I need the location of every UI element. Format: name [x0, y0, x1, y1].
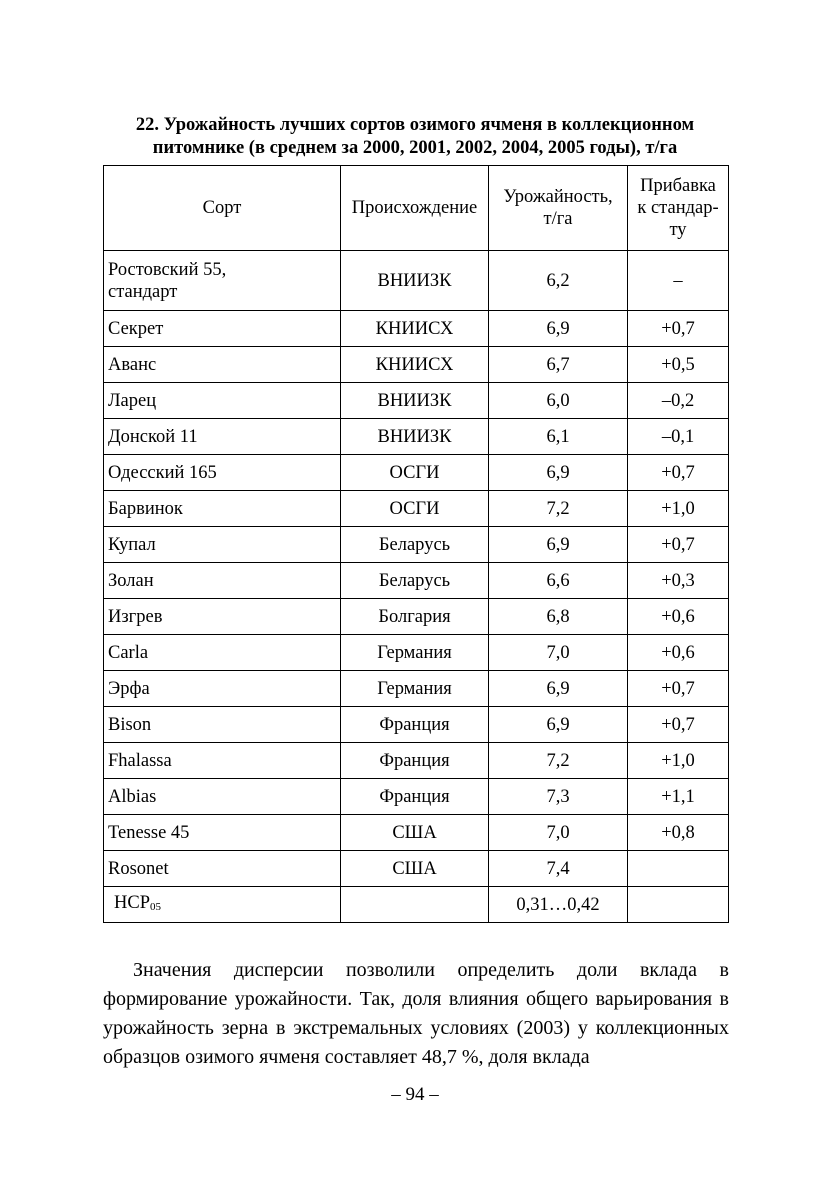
- cell-yield: 7,3: [489, 779, 628, 815]
- table-header-row: [104, 166, 729, 251]
- cell-yield: 6,1: [489, 419, 628, 455]
- caption-line-2: питомнике (в среднем за 2000, 2001, 2002, 2004, 2005 годы), т/га: [152, 138, 678, 158]
- cell-gain: +1,0: [628, 743, 729, 779]
- table-row: [104, 491, 729, 527]
- cell-variety: Tenesse 45: [104, 815, 341, 851]
- cell-variety: Эрфа: [104, 671, 341, 707]
- cell-variety: Донской 11: [104, 419, 341, 455]
- cell-yield: 7,0: [489, 815, 628, 851]
- cell-yield: 6,0: [489, 383, 628, 419]
- cell-yield: 6,9: [489, 671, 628, 707]
- cell-variety: Rosonet: [104, 851, 341, 887]
- caption-line-1: 22. Урожайность лучших сортов озимого ячменя в коллекционном: [135, 115, 695, 135]
- cell-variety: Bison: [104, 707, 341, 743]
- cell-variety: Изгрев: [104, 599, 341, 635]
- variety-line-1: Ростовский 55,: [108, 259, 227, 280]
- page-number: – 94 –: [391, 1084, 439, 1105]
- cell-origin: Беларусь: [341, 527, 489, 563]
- cell-origin: ОСГИ: [341, 455, 489, 491]
- cell-variety: Ларец: [104, 383, 341, 419]
- cell-variety: Барвинок: [104, 491, 341, 527]
- header-yield: [489, 166, 628, 251]
- cell-yield: 7,0: [489, 635, 628, 671]
- cell-gain: +0,7: [628, 671, 729, 707]
- cell-variety: Fhalassa: [104, 743, 341, 779]
- cell-origin: Германия: [341, 671, 489, 707]
- table-row: [104, 527, 729, 563]
- cell-yield: 6,9: [489, 455, 628, 491]
- cell-yield: 7,4: [489, 851, 628, 887]
- cell-gain: +0,7: [628, 311, 729, 347]
- table-row: [104, 383, 729, 419]
- table-row: [104, 815, 729, 851]
- cell-gain: +0,6: [628, 599, 729, 635]
- yield-table: [103, 165, 729, 923]
- cell-origin: [341, 887, 489, 923]
- table-row: [104, 251, 729, 311]
- cell-gain: +0,3: [628, 563, 729, 599]
- cell-variety: [104, 251, 341, 311]
- cell-variety: Купал: [104, 527, 341, 563]
- cell-yield: 6,7: [489, 347, 628, 383]
- cell-origin: ВНИИЗК: [341, 419, 489, 455]
- cell-variety: Аванс: [104, 347, 341, 383]
- cell-gain: +0,7: [628, 527, 729, 563]
- table-row: [104, 851, 729, 887]
- cell-origin: Франция: [341, 779, 489, 815]
- header-gain: [628, 166, 729, 251]
- cell-yield: 6,2: [489, 251, 628, 311]
- table-row: [104, 347, 729, 383]
- header-gain-line-2: к стандар-: [637, 198, 719, 218]
- cell-gain: +0,8: [628, 815, 729, 851]
- lsd-row: [104, 887, 729, 923]
- table-row: [104, 635, 729, 671]
- cell-origin: ВНИИЗК: [341, 383, 489, 419]
- table-row: [104, 455, 729, 491]
- header-yield-line-1: Урожайность,: [503, 187, 613, 207]
- header-yield-line-2: т/га: [543, 209, 573, 229]
- cell-origin: Беларусь: [341, 563, 489, 599]
- cell-origin: Франция: [341, 707, 489, 743]
- body-paragraph: Значения дисперсии позволили определить доли вклада в формирование урожайности. Так, доля влияния общего варьирования в урожайность зерна в экстремальных условиях (2003) у коллекционных образцов озимого ячменя составляет 48,7 %, доля вклада: [103, 959, 729, 1068]
- header-variety: Сорт: [104, 166, 341, 251]
- table-row: [104, 707, 729, 743]
- lsd-label: НСР: [114, 892, 150, 913]
- table-row: [104, 743, 729, 779]
- cell-variety: Одесский 165: [104, 455, 341, 491]
- cell-gain: –0,2: [628, 383, 729, 419]
- cell-origin: ОСГИ: [341, 491, 489, 527]
- table-row: [104, 671, 729, 707]
- header-origin: Происхождение: [341, 166, 489, 251]
- cell-variety: Золан: [104, 563, 341, 599]
- header-gain-line-1: Прибавка: [640, 176, 716, 196]
- cell-origin: Франция: [341, 743, 489, 779]
- cell-yield: 6,8: [489, 599, 628, 635]
- table-row: [104, 779, 729, 815]
- cell-yield: 7,2: [489, 491, 628, 527]
- cell-gain: +0,7: [628, 455, 729, 491]
- cell-gain: [628, 851, 729, 887]
- cell-origin: США: [341, 851, 489, 887]
- table-caption: [100, 114, 730, 160]
- table-row: [104, 419, 729, 455]
- cell-gain: +0,6: [628, 635, 729, 671]
- cell-yield: 6,6: [489, 563, 628, 599]
- cell-gain: [628, 887, 729, 923]
- table-row: [104, 311, 729, 347]
- table-row: [104, 599, 729, 635]
- cell-variety: Albias: [104, 779, 341, 815]
- cell-lsd-yield: 0,31…0,42: [489, 887, 628, 923]
- cell-origin: ВНИИЗК: [341, 251, 489, 311]
- cell-gain: +1,0: [628, 491, 729, 527]
- cell-yield: 7,2: [489, 743, 628, 779]
- cell-yield: 6,9: [489, 311, 628, 347]
- cell-origin: Болгария: [341, 599, 489, 635]
- lsd-subscript: 05: [150, 900, 161, 913]
- cell-yield: 6,9: [489, 527, 628, 563]
- cell-lsd-label: [104, 887, 341, 923]
- cell-gain: +0,7: [628, 707, 729, 743]
- cell-origin: США: [341, 815, 489, 851]
- cell-gain: –: [628, 251, 729, 311]
- cell-origin: КНИИСХ: [341, 347, 489, 383]
- table-row: [104, 563, 729, 599]
- cell-gain: +0,5: [628, 347, 729, 383]
- cell-variety: Секрет: [104, 311, 341, 347]
- cell-gain: +1,1: [628, 779, 729, 815]
- cell-variety: Carla: [104, 635, 341, 671]
- cell-origin: Германия: [341, 635, 489, 671]
- header-gain-line-3: ту: [669, 220, 687, 240]
- cell-gain: –0,1: [628, 419, 729, 455]
- cell-origin: КНИИСХ: [341, 311, 489, 347]
- cell-yield: 6,9: [489, 707, 628, 743]
- variety-line-2: стандарт: [108, 281, 178, 302]
